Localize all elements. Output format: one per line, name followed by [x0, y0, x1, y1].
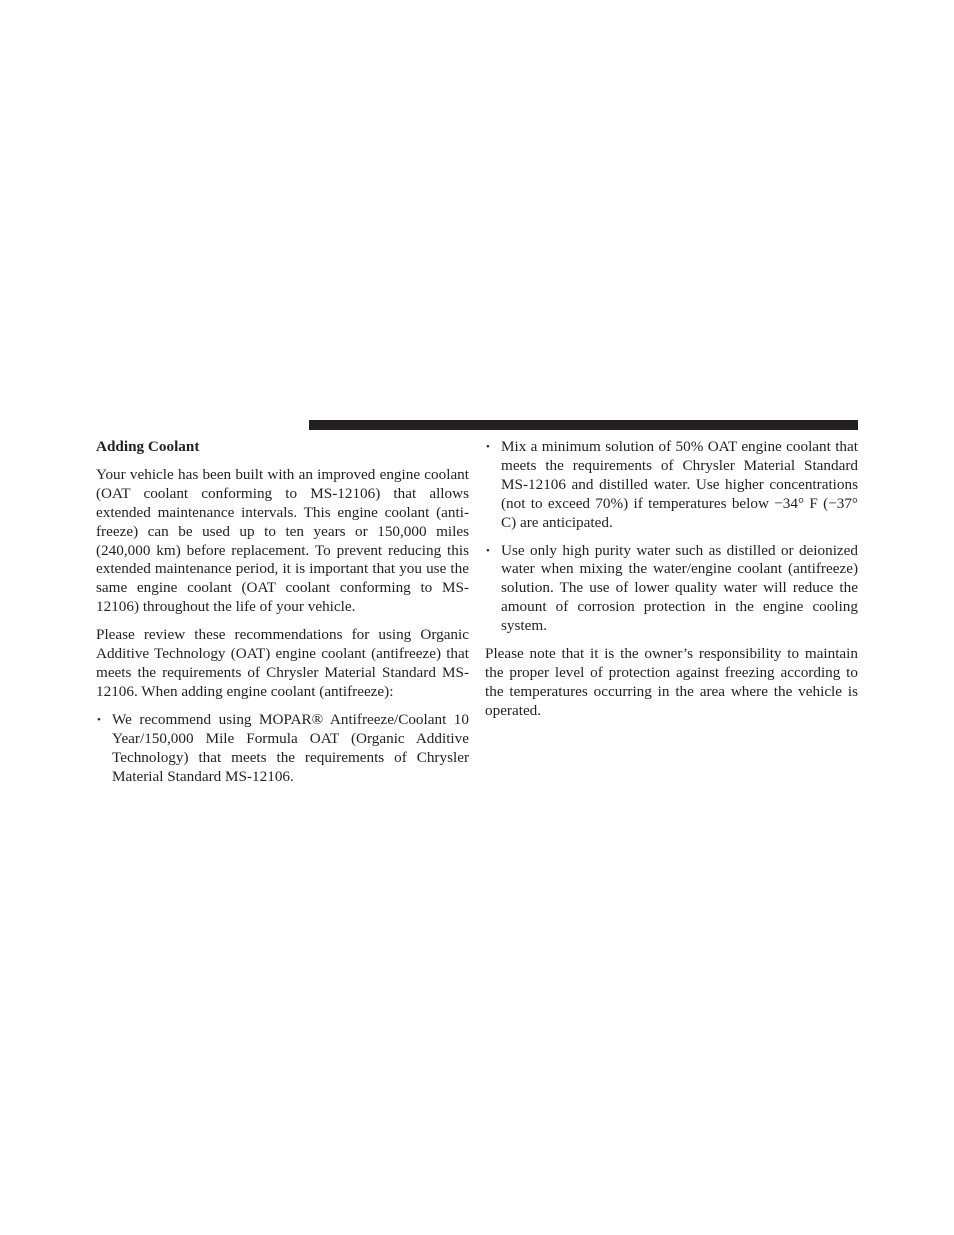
section-header-rule — [309, 420, 858, 430]
bullet-item-mix-solution — [485, 438, 858, 533]
bullet-text: Mix a minimum solution of 50% OAT engine coolant that meets the requirements of Chrysler Material Standard MS-12106 and distilled water. Use higher concentrations (not to exceed 70%) if temperatures below −34° F (−37° C) are anticipated. — [501, 438, 858, 531]
left-column — [96, 438, 469, 795]
intro-paragraph: Your vehicle has been built with an improved engine coolant (OAT coolant conforming to MS-12106) that allows extended maintenance intervals. This engine coolant (antifreeze) can be used up to ten years or 150,000 miles (240,000 km) before replacement. To prevent reducing this extended maintenance period, it is important that you use the same engine coolant (OAT coolant conforming to MS-12106) throughout the life of your vehicle. — [96, 465, 469, 616]
section-heading: Adding Coolant — [96, 438, 200, 455]
recommendations-paragraph: Please review these recommendations for using Organic Additive Technology (OAT) engine coolant (antifreeze) that meets the requirements of Chrysler Material Standard MS-12106. When adding engine coolant (antifreeze): — [96, 626, 469, 700]
bullet-icon: • — [97, 713, 101, 726]
owner-responsibility-paragraph: Please note that it is the owner’s responsibility to maintain the proper level of protection against freezing according to the temperatures occurring in the area where the vehicle is operated. — [485, 645, 858, 719]
right-column — [485, 438, 858, 730]
bullet-text: We recommend using MOPAR® Antifreeze/Coolant 10 Year/150,000 Mile Formula OAT (Organic Additive Technology) that meets the requirements of Chrysler Material Standard MS-12106. — [112, 710, 469, 785]
bullet-icon: • — [486, 441, 490, 453]
bullet-icon: • — [486, 544, 490, 557]
bullet-text: Use only high purity water such as distilled or deionized water when mixing the water/engine coolant (antifreeze) solution. The use of lower quality water will reduce the amount of corrosion protection in the engine cooling system. — [501, 541, 858, 635]
bullet-item-mopar — [96, 711, 469, 787]
bullet-item-water-purity — [485, 542, 858, 637]
